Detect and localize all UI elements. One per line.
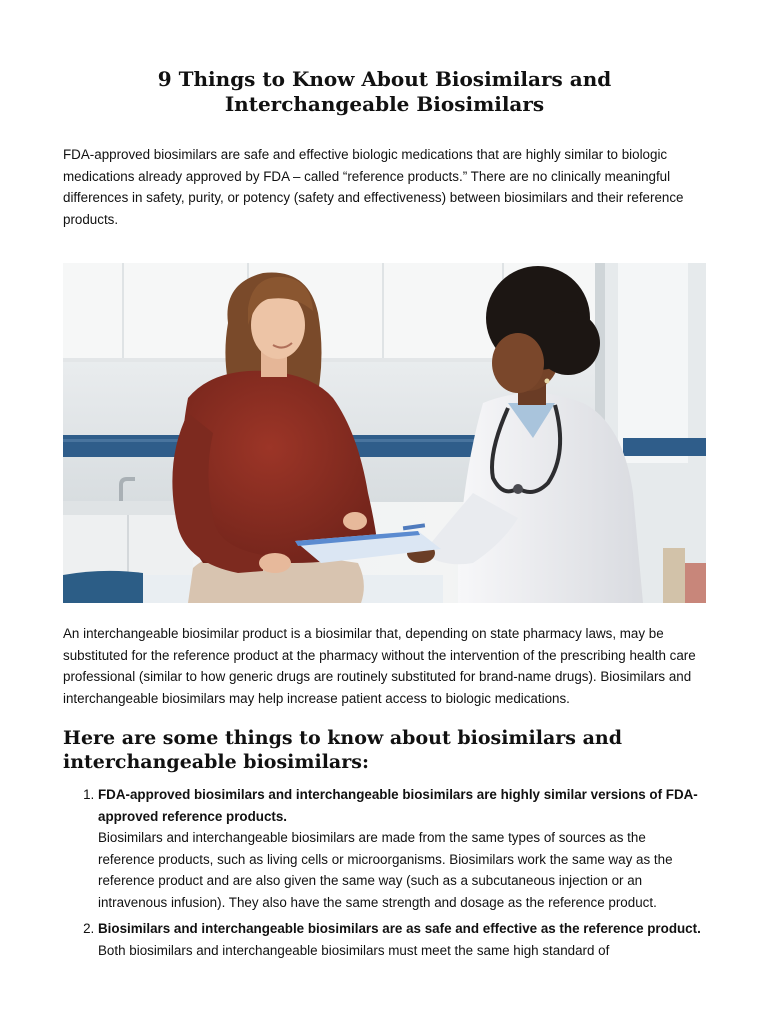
- page-title: 9 Things to Know About Biosimilars and Interchangeable Biosimilars: [157, 67, 612, 116]
- list-item: [98, 918, 706, 961]
- list-item-heading: 1. FDA-approved biosimilars and interchangeable biosimilars are highly similar versions of FDA-approved reference products.: [98, 787, 698, 824]
- list-item-body: Biosimilars and interchangeable biosimilars are made from the same types of sources as the reference products, such as living cells or microorganisms. Biosimilars work the same way as the reference product and are also given the same way (such as a subcutaneous injection or an intravenous infusion). They also have the same strength and dosage as the reference product.: [98, 830, 673, 910]
- things-to-know-heading: Here are some things to know about biosimilars and interchangeable biosimilars:: [63, 727, 623, 773]
- hero-photo-doctor-patient: [63, 263, 706, 603]
- list-item: [98, 784, 706, 913]
- interchangeable-definition-paragraph: An interchangeable biosimilar product is a biosimilar that, depending on state pharmacy laws, may be substituted for the reference product at the pharmacy without the intervention of the prescribing health care professional (similar to how generic drugs are routinely substituted for brand-name drugs). Biosimilars and interchangeable biosimilars may help increase patient access to biologic medications.: [63, 626, 696, 706]
- list-item-body: Both biosimilars and interchangeable biosimilars must meet the same high standard of: [98, 942, 610, 958]
- list-item-heading: 2. Biosimilars and interchangeable biosimilars are as safe and effective as the reference product.: [98, 921, 701, 936]
- document-page: [63, 0, 706, 966]
- things-to-know-list: [63, 784, 706, 961]
- intro-paragraph: FDA-approved biosimilars are safe and effective biologic medications that are highly similar to biologic medications already approved by FDA – called “reference products.” There are no clinically meaningful differences in safety, purity, or potency (safety and effectiveness) between biosimilars and their reference products.: [63, 147, 684, 227]
